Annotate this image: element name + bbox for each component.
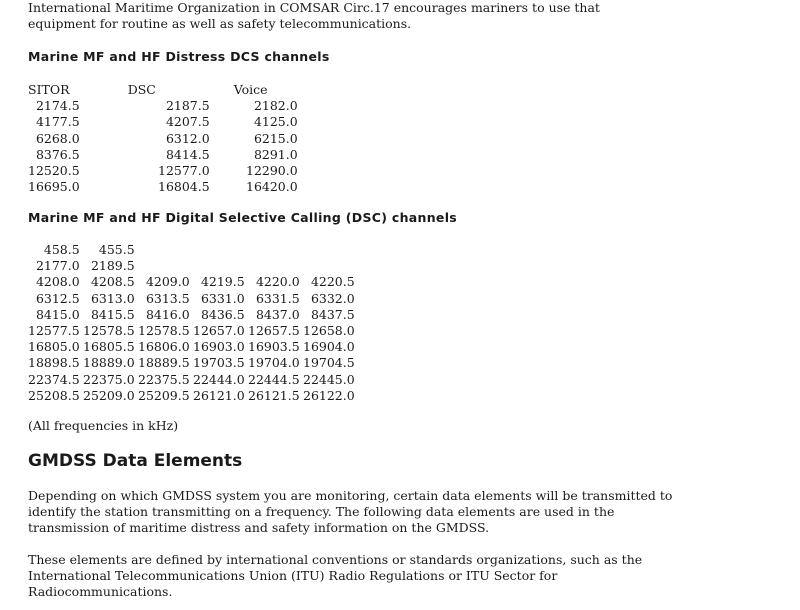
table-cell: 8415.0: [35, 306, 80, 322]
table-cell: 8416.0: [145, 306, 190, 322]
table-row: [28, 179, 298, 195]
intro-line: International Maritime Organization in COMSAR Circ.17 encourages mariners to use that: [28, 0, 600, 15]
paragraph-line: Depending on which GMDSS system you are monitoring, certain data elements will be transmitted to: [28, 488, 673, 503]
column-header: DSC: [127, 82, 156, 97]
table-cell: 2187.5: [165, 98, 210, 114]
table-cell: 8291.0: [253, 146, 298, 162]
table-cell: 4125.0: [253, 114, 298, 130]
table-cell: 16805.0: [28, 339, 80, 355]
table-cell: 22375.0: [83, 371, 135, 387]
table-header-row: [28, 82, 298, 98]
table-cell: 455.5: [98, 242, 135, 257]
table-cell: 2177.0: [35, 258, 80, 274]
frequency-units-note: (All frequencies in kHz): [28, 418, 179, 433]
intro-line: equipment for routine as well as safety telecommunications.: [28, 16, 412, 31]
table-cell: 12290.0: [246, 163, 298, 179]
table-cell: 22375.5: [138, 371, 190, 387]
table-cell: 18898.5: [28, 355, 80, 371]
table-cell: 16695.0: [28, 179, 80, 195]
table-cell: 12658.0: [303, 323, 355, 339]
table-row: [28, 242, 355, 258]
table-cell: 6312.0: [165, 130, 210, 146]
table-cell: 4207.5: [165, 114, 210, 130]
table-cell: 8415.5: [90, 306, 135, 322]
table-cell: 4208.0: [35, 274, 80, 290]
table-cell: 16420.0: [246, 179, 298, 195]
table-cell: 16903.0: [193, 339, 245, 355]
table-cell: 8437.0: [255, 306, 300, 322]
table-cell: 26122.0: [303, 387, 355, 403]
table-cell: 18889.5: [138, 355, 190, 371]
table-cell: 4208.5: [90, 274, 135, 290]
table-cell: 6268.0: [35, 130, 80, 146]
table-cell: 6312.5: [35, 290, 80, 306]
paragraph-line: Radiocommunications.: [28, 584, 173, 599]
table-cell: 2182.0: [253, 98, 298, 114]
table-row: [28, 339, 355, 355]
table-cell: 12520.5: [28, 163, 80, 179]
table-cell: 6331.5: [255, 290, 300, 306]
table-cell: 19704.5: [303, 355, 355, 371]
paragraph-line: identify the station transmitting on a frequency. The following data elements are used in the: [28, 504, 615, 519]
table-cell: [135, 258, 190, 274]
table-cell: 8437.5: [310, 306, 355, 322]
table-row: [28, 323, 355, 339]
table-cell: 4220.0: [255, 274, 300, 290]
distress-channels-table: [28, 82, 298, 195]
table-row: [28, 163, 298, 179]
table-cell: 25209.0: [83, 387, 135, 403]
table-cell: 12578.5: [138, 323, 190, 339]
table-cell: 6332.0: [310, 290, 355, 306]
table-cell: 22374.5: [28, 371, 80, 387]
table-cell: [190, 258, 245, 274]
table-cell: 26121.5: [248, 387, 300, 403]
table-cell: 22444.0: [193, 371, 245, 387]
table-cell: 12578.5: [83, 323, 135, 339]
table-cell: 4219.5: [200, 274, 245, 290]
table-cell: [300, 258, 355, 274]
paragraph-line: transmission of maritime distress and safety information on the GMDSS.: [28, 520, 490, 535]
table-row: [28, 372, 355, 388]
table-row: [28, 114, 298, 130]
table-cell: 12657.0: [193, 323, 245, 339]
table-cell: 4220.5: [310, 274, 355, 290]
table-cell: 4177.5: [35, 114, 80, 130]
table-row: [28, 131, 298, 147]
table-cell: 12577.0: [158, 163, 210, 179]
table-cell: [245, 242, 300, 258]
paragraph-line: International Telecommunications Union (ITU) Radio Regulations or ITU Sector for: [28, 568, 558, 583]
table-cell: 6313.0: [90, 290, 135, 306]
table-cell: 19703.5: [193, 355, 245, 371]
table-cell: 18889.0: [83, 355, 135, 371]
table-cell: 16806.0: [138, 339, 190, 355]
table-cell: 8436.5: [200, 306, 245, 322]
table-cell: 16903.5: [248, 339, 300, 355]
table-cell: [245, 258, 300, 274]
table-cell: 12657.5: [248, 323, 300, 339]
table-row: [28, 307, 355, 323]
intro-paragraph: [28, 0, 600, 32]
table-row: [28, 355, 355, 371]
table-cell: 19704.0: [248, 355, 300, 371]
table-row: [28, 274, 355, 290]
table-cell: [190, 242, 245, 258]
table-cell: 16904.0: [303, 339, 355, 355]
table-cell: 12577.5: [28, 323, 80, 339]
table-cell: 6313.5: [145, 290, 190, 306]
distress-channels-heading: Marine MF and HF Distress DCS channels: [28, 49, 330, 64]
table-row: [28, 147, 298, 163]
column-header: SITOR: [28, 82, 70, 97]
table-cell: [300, 242, 355, 258]
table-cell: 22445.0: [303, 371, 355, 387]
gmdss-data-elements-heading: GMDSS Data Elements: [28, 451, 243, 471]
paragraph-line: These elements are defined by international conventions or standards organizations, such as the: [28, 552, 643, 567]
table-cell: 2189.5: [90, 258, 135, 274]
table-cell: 22444.5: [248, 371, 300, 387]
table-cell: 6331.0: [200, 290, 245, 306]
table-row: [28, 291, 355, 307]
table-cell: 2174.5: [35, 98, 80, 114]
table-row: [28, 98, 298, 114]
table-cell: 8376.5: [35, 146, 80, 162]
table-cell: 4209.0: [145, 274, 190, 290]
table-cell: 26121.0: [193, 387, 245, 403]
table-cell: 6215.0: [253, 130, 298, 146]
dsc-channels-table: [28, 242, 355, 404]
table-row: [28, 388, 355, 404]
dsc-channels-heading: Marine MF and HF Digital Selective Calling (DSC) channels: [28, 210, 458, 225]
table-cell: 16804.5: [158, 179, 210, 195]
gmdss-paragraph-2: [28, 552, 642, 600]
table-cell: 25208.5: [28, 387, 80, 403]
column-header: Voice: [233, 82, 268, 97]
table-row: [28, 258, 355, 274]
table-cell: 16805.5: [83, 339, 135, 355]
table-cell: 25209.5: [138, 387, 190, 403]
table-cell: [135, 242, 190, 258]
table-cell: 8414.5: [165, 146, 210, 162]
gmdss-paragraph-1: [28, 488, 672, 536]
table-cell: 458.5: [43, 242, 80, 257]
